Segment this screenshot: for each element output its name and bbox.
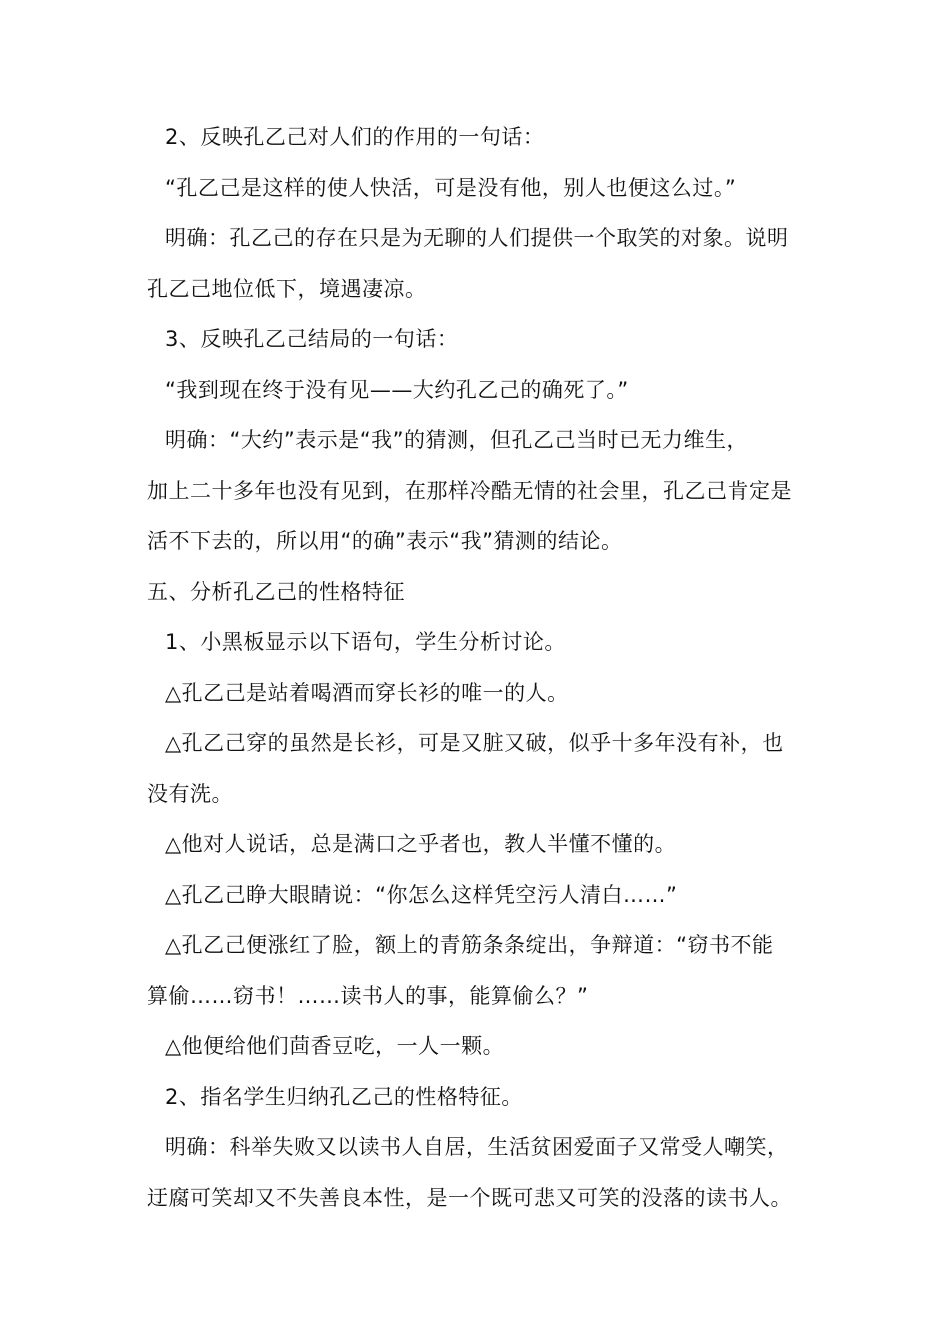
heading-item-1: 1、小黑板显示以下语句，学生分析讨论。 bbox=[165, 630, 566, 654]
explanation-paragraph: 明确：“大约”表示是“我”的猜测，但孔乙己当时已无力维生， bbox=[165, 428, 749, 452]
quote-bullet: △他对人说话，总是满口之乎者也，教人半懂不懂的。 bbox=[165, 832, 677, 856]
explanation-paragraph-continued: 迂腐可笑却又不失善良本性，是一个既可悲又可笑的没落的读书人。 bbox=[147, 1185, 792, 1210]
explanation-paragraph-continued: 孔乙己地位低下，境遇凄凉。 bbox=[147, 276, 427, 301]
body-text bbox=[147, 112, 817, 1223]
quote-paragraph: “孔乙己是这样的使人快活，可是没有他，别人也便这么过。” bbox=[165, 175, 737, 200]
explanation-paragraph-continued: 活不下去的，所以用“的确”表示“我”猜测的结论。 bbox=[147, 529, 623, 553]
quote-bullet: △孔乙己穿的虽然是长衫，可是又脏又破，似乎十多年没有补，也 bbox=[165, 731, 784, 755]
explanation-paragraph: 明确：孔乙己的存在只是为无聊的人们提供一个取笑的对象。说明 bbox=[165, 226, 789, 250]
explanation-paragraph: 明确：科举失败又以读书人自居，生活贫困爱面子又常受人嘲笑， bbox=[165, 1135, 789, 1159]
quote-bullet-continued: 算偷……窃书！……读书人的事，能算偷么？” bbox=[147, 983, 589, 1008]
quote-bullet: △孔乙己睁大眼睛说：“你怎么这样凭空污人清白……” bbox=[165, 882, 678, 907]
quote-bullet-continued: 没有洗。 bbox=[147, 781, 233, 806]
heading-item-2: 2、反映孔乙己对人们的作用的一句话： bbox=[165, 125, 545, 149]
quote-bullet: △孔乙己是站着喝酒而穿长衫的唯一的人。 bbox=[165, 680, 569, 705]
quote-paragraph: “我到现在终于没有见——大约孔乙己的确死了。” bbox=[165, 377, 629, 402]
section-heading-5: 五、分析孔乙己的性格特征 bbox=[147, 579, 405, 604]
explanation-paragraph-continued: 加上二十多年也没有见到，在那样冷酷无情的社会里，孔乙己肯定是 bbox=[147, 478, 792, 503]
quote-bullet: △他便给他们茴香豆吃，一人一颗。 bbox=[165, 1034, 505, 1058]
quote-bullet: △孔乙己便涨红了脸，额上的青筋条条绽出，争辩道：“窃书不能 bbox=[165, 933, 774, 957]
heading-item-3: 3、反映孔乙己结局的一句话： bbox=[165, 327, 459, 351]
heading-item-2: 2、指名学生归纳孔乙己的性格特征。 bbox=[165, 1084, 523, 1109]
